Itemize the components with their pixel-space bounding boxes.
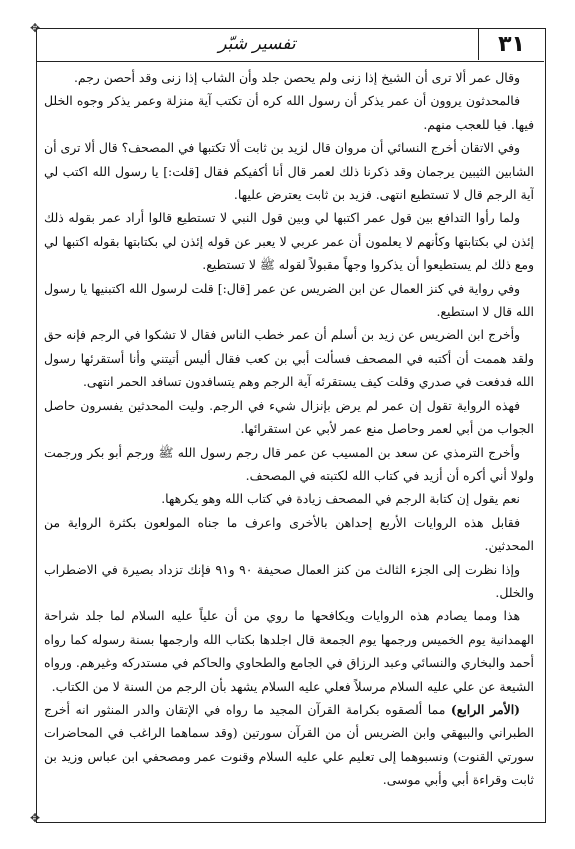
paragraph: [44, 558, 534, 605]
paragraph-text: ولما رأوا التدافع بين قول عمر اكتبها لي وبين قول النبي لا تستطيع قالوا أراد عمر بقوله ذلك إئذن لي بكتابتها وكأنهم لا يعلمون أن عمر عربي لا يعبر عن قوله إئذن لي بكتابتها بقوله اكتبها لي ومع ذلك لم يستطيعوا أن يذكروا وجهاً مقبولاً لقوله ﷺ لا تستطيع.: [44, 210, 534, 273]
paragraph: [44, 136, 534, 206]
paragraph: [44, 206, 534, 276]
paragraph-text: وأخرج الترمذي عن سعد بن المسيب عن عمر قال رجم رسول الله ﷺ ورجم أبو بكر ورجمت ولولا أني أكره أن أزيد في كتاب الله لكتبته في المصحف.: [44, 444, 534, 483]
paragraph: [44, 66, 534, 89]
paragraph-text: وفي رواية في كنز العمال عن ابن الضريس عن عمر [قال:] قلت لرسول الله اكتبنيها يا رسول الله قال لا استطيع.: [44, 280, 534, 320]
paragraph: [44, 394, 534, 441]
page-body: [44, 66, 534, 814]
paragraph: [44, 511, 534, 558]
corner-ornament-icon: ✥: [30, 811, 41, 825]
paragraph: [44, 441, 534, 488]
paragraph: [44, 323, 534, 393]
paragraph-text: فالمحدثون يروون أن عمر يذكر أن رسول الله كره أن تكتب آية منزلة وعمر يذكر وجوه الخلل فيها. فيا للعجب منهم.: [44, 93, 534, 132]
page-number: ٣١: [478, 28, 544, 60]
paragraph-text: وإذا نظرت إلى الجزء الثالث من كنز العمال صحيفة ٩٠ و٩١ فإنك تزداد بصيرة في الاضطراب والخلل.: [44, 561, 534, 600]
paragraph-text: وفي الاتقان أخرج النسائي أن مروان قال لزيد بن ثابت ألا تكتبها في المصحف؟ قال ألا ترى أن الشابين الثيبين يرجمان وقد ذكرنا ذلك لعمر قال أنا أكفيكم فقال [قلت:] يا رسول الله اكتب لي آية الرجم قال لا تستطيع انتهى. فزيد بن ثابت يعترض عليها.: [44, 140, 534, 203]
paragraph: [44, 89, 534, 136]
paragraph-text: مما ألصقوه بكرامة القرآن المجيد ما رواه في الإتقان والدر المنثور انه أخرج الطبراني والبيهقي وابن الضريس أن من القرآن سورتين (وقد سماهما الراغب في المحاضرات سورتي القنوت) ونسبوهما إلى تعليم علي عليه السلام وقنوت عمر ومصحفي ابن عباس وزيد بن ثابت وقراءة أبي وأبي موسى.: [44, 701, 534, 788]
paragraph-text: فهذه الرواية تقول إن عمر لم يرض بإنزال شيء في الرجم. وليت المحدثين يفسرون حاصل الجواب من أبي لعمر وحاصل منع عمر لأبي عن استقرائها.: [44, 397, 534, 437]
paragraph-text: فقابل هذه الروايات الأربع إحداهن بالأخرى واعرف ما جناه المولعون بكثرة الرواية من المحدثين.: [44, 514, 534, 554]
paragraph: [44, 604, 534, 698]
paragraph-text: هذا ومما يصادم هذه الروايات ويكافحها ما روي من أن علياً عليه السلام لما جلد شراحة الهمدانية يوم الخميس ورجمها يوم الجمعة قال اجلدها بكتاب الله وارجمها بسنة رسوله كما رواه أحمد والبخاري والنسائي وعبد الرزاق في الجامع والطحاوي والحاكم في مستدركه وغيرهم. ورواه الشيعة عن علي عليه السلام مرسلاً فعلي عليه السلام يشهد بأن الرجم من السنة لا من الكتاب.: [44, 608, 534, 694]
paragraph-text: وأخرج ابن الضريس عن زيد بن أسلم أن عمر خطب الناس فقال لا تشكوا في الرجم فإنه حق ولقد هممت أن أكتبه في المصحف فسألت أبي بن كعب فقال أليس أتيتني وأنا أستقرئها رسول الله فدفعت في صدري وقلت كيف يستقرئه آية الرجم وهم يتسافدون تسافد الحمر انتهى.: [44, 327, 534, 390]
paragraph-text: نعم يقول إن كتابة الرجم في المصحف زيادة في كتاب الله وهو يكرهها.: [161, 491, 520, 507]
paragraph-text: وقال عمر ألا ترى أن الشيخ إذا زنى ولم يحصن جلد وأن الشاب إذا زنى وقد أحصن رجم.: [73, 70, 520, 85]
running-title: تفسير شبّر: [218, 34, 296, 54]
paragraph: [44, 277, 534, 324]
page-header: [36, 28, 544, 62]
paragraph: [44, 698, 534, 792]
paragraph-lead: (الأمر الرابع): [450, 701, 521, 717]
corner-ornament-icon: ✥: [30, 21, 41, 35]
paragraph: [44, 487, 534, 510]
